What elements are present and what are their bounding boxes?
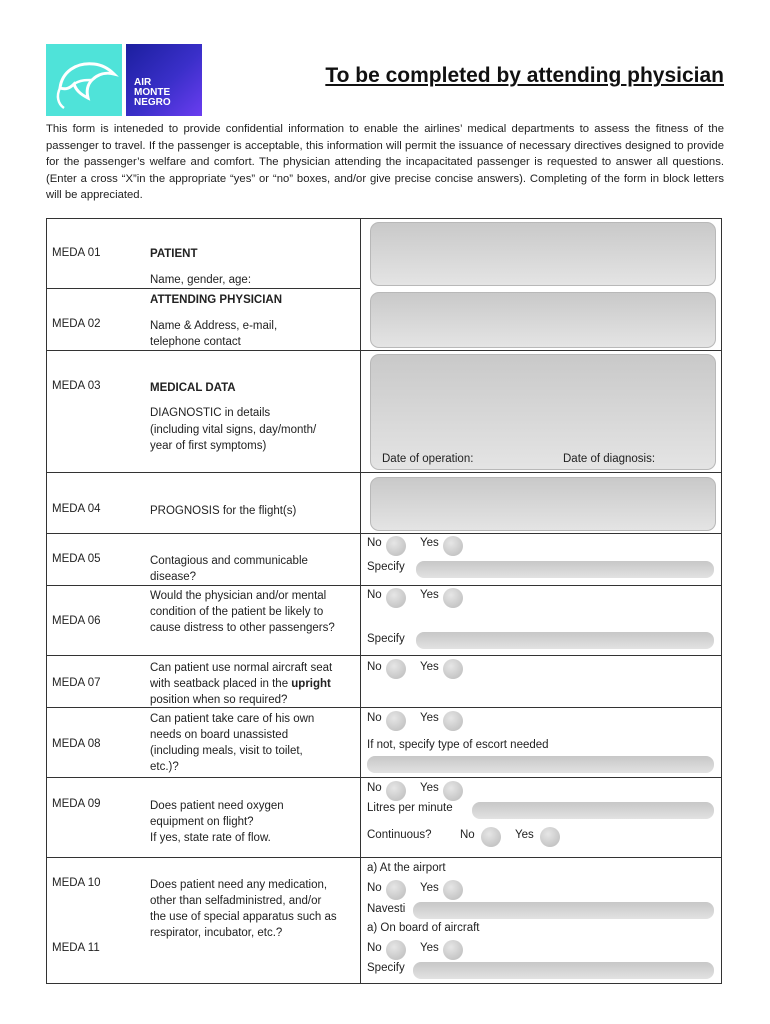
meda07-no-label: No [367,661,382,673]
meda05-yes-checkbox[interactable] [443,536,463,556]
meda05-q2: disease? [150,571,197,583]
meda08-q1: Can patient take care of his own [150,713,315,725]
meda09-litres-field[interactable] [472,802,714,819]
meda03-sub1: DIAGNOSTIC in details [150,407,271,419]
meda09-continuous-no-checkbox[interactable] [481,827,501,847]
meda10-q3: the use of special apparatus such as [150,911,337,923]
meda04-text: PROGNOSIS for the flight(s) [150,505,297,517]
meda11-yes-checkbox[interactable] [443,940,463,960]
row-divider [46,707,722,708]
meda06-no-label: No [367,589,382,601]
meda10-navesti-label: Navesti [367,903,406,915]
meda11-yes-label: Yes [420,942,439,954]
meda10-no-label: No [367,882,382,894]
meda10-q2: other than selfadministred, and/or [150,895,322,907]
meda05-no-label: No [367,537,382,549]
meda08-yes-checkbox[interactable] [443,711,463,731]
intro-paragraph: This form is inteneded to provide confidential information to enable the airlines’ medical departments to assess the fitness of the passenger to travel. If the passenger is acceptable, this information will permit the issuance of necessary directives designed to provide for the passenger’s welfare and comfort. The physician attending the incapacitated passenger is requested to answer all questions. (Enter a cross “X”in the appropriate “yes” or “no” boxes, and/or give precise concise answers). Completing of the form in block letters will be appreciated. [46,123,724,201]
meda05-yes-label: Yes [420,537,439,549]
meda11-no-checkbox[interactable] [386,940,406,960]
meda06-yes-checkbox[interactable] [443,588,463,608]
meda01-heading: PATIENT [150,248,198,260]
meda08-yes-label: Yes [420,712,439,724]
meda04-input-box[interactable] [370,477,716,531]
meda07-code: MEDA 07 [52,677,101,689]
meda05-code: MEDA 05 [52,553,101,565]
meda02-sub1: Name & Address, e-mail, [150,320,278,332]
meda07-q2: with seatback placed in the upright [150,678,331,690]
meda09-continuous-label: Continuous? [367,829,432,841]
logo-bird-mark [46,44,122,116]
meda02-sub2: telephone contact [150,336,241,348]
meda03-sub2: (including vital signs, day/month/ [150,424,317,436]
meda06-specify-field[interactable] [416,632,714,649]
meda03-heading: MEDICAL DATA [150,382,236,394]
meda10-navesti-field[interactable] [413,902,714,919]
meda01-sub: Name, gender, age: [150,274,252,286]
meda06-yes-label: Yes [420,589,439,601]
meda02-code: MEDA 02 [52,318,101,330]
meda10-yes-label: Yes [420,882,439,894]
meda09-litres-label: Litres per minute [367,802,453,814]
meda06-specify-label: Specify [367,633,405,645]
meda09-yes-label: Yes [420,782,439,794]
meda08-no-checkbox[interactable] [386,711,406,731]
date-of-diagnosis-label: Date of diagnosis: [563,453,656,465]
meda09-continuous-no-label: No [460,829,475,841]
meda02-heading: ATTENDING PHYSICIAN [150,294,283,306]
meda09-code: MEDA 09 [52,798,101,810]
row-divider [46,533,722,534]
row-divider [46,655,722,656]
row-divider [46,472,722,473]
meda06-q2: condition of the patient be likely to [150,606,324,618]
meda09-q2: equipment on flight? [150,816,254,828]
meda10-q1: Does patient need any medication, [150,879,328,891]
meda07-yes-label: Yes [420,661,439,673]
row-divider [46,857,722,858]
bird-icon [46,44,122,116]
meda06-no-checkbox[interactable] [386,588,406,608]
meda06-code: MEDA 06 [52,615,101,627]
meda11-specify-field[interactable] [413,962,714,979]
meda10-q4: respirator, incubator, etc.? [150,927,283,939]
logo-word-1: AIR [134,77,152,88]
meda08-escort-label: If not, specify type of escort needed [367,739,549,751]
row-divider [46,350,722,351]
logo-word-3: NEGRO [134,97,171,108]
meda10-code: MEDA 10 [52,877,101,889]
meda10-no-checkbox[interactable] [386,880,406,900]
meda08-no-label: No [367,712,382,724]
meda08-q3: (including meals, visit to toilet, [150,745,303,757]
meda06-q1: Would the physician and/or mental [150,590,327,602]
meda03-sub3: year of first symptoms) [150,440,267,452]
meda09-continuous-yes-label: Yes [515,829,534,841]
meda10-airport-label: a) At the airport [367,862,446,874]
meda05-specify-field[interactable] [416,561,714,578]
column-divider [360,218,361,984]
meda05-specify-label: Specify [367,561,405,573]
meda08-escort-field[interactable] [367,756,714,773]
meda10-yes-checkbox[interactable] [443,880,463,900]
page-title: To be completed by attending physician [325,64,724,87]
meda09-no-label: No [367,782,382,794]
meda07-yes-checkbox[interactable] [443,659,463,679]
meda01-input-box[interactable] [370,222,716,286]
meda05-q1: Contagious and communicable [150,555,308,567]
meda08-q2: needs on board unassisted [150,729,289,741]
meda03-code: MEDA 03 [52,380,101,392]
logo-word-2: MONTE [134,87,171,98]
meda07-q1: Can patient use normal aircraft seat [150,662,333,674]
date-of-operation-label: Date of operation: [382,453,474,465]
row-divider [46,777,722,778]
meda02-input-box[interactable] [370,292,716,348]
logo-air-montenegro [126,44,202,116]
row-divider [46,585,722,586]
meda01-code: MEDA 01 [52,247,101,259]
meda05-no-checkbox[interactable] [386,536,406,556]
meda11-code: MEDA 11 [52,942,100,954]
meda08-code: MEDA 08 [52,738,101,750]
meda09-continuous-yes-checkbox[interactable] [540,827,560,847]
meda07-no-checkbox[interactable] [386,659,406,679]
meda11-no-label: No [367,942,382,954]
meda09-q1: Does patient need oxygen [150,800,284,812]
meda09-no-checkbox[interactable] [386,781,406,801]
meda11-specify-label: Specify [367,962,405,974]
meda04-code: MEDA 04 [52,503,101,515]
meda06-q3: cause distress to other passengers? [150,622,335,634]
meda08-q4: etc.)? [150,761,179,773]
meda09-yes-checkbox[interactable] [443,781,463,801]
meda07-q3: position when so required? [150,694,288,706]
meda09-q3: If yes, state rate of flow. [150,832,271,844]
meda11-board-label: a) On board of aircraft [367,922,480,934]
